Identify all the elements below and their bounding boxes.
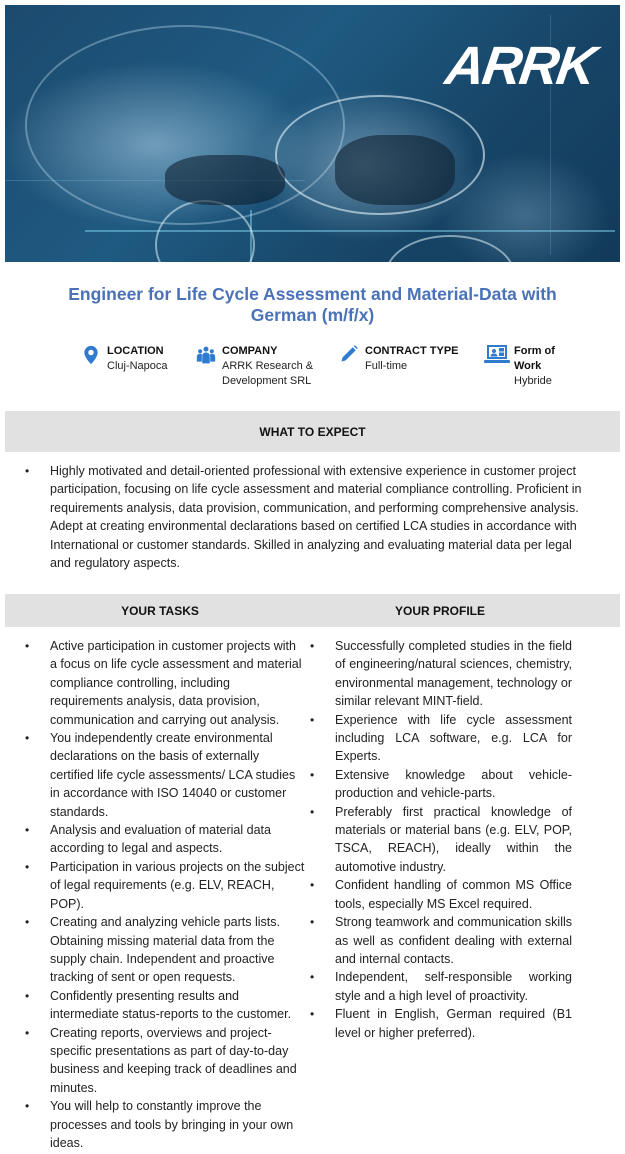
list-item	[0, 987, 310, 1024]
list-item-text: Successfully completed studies in the field of engineering/natural sciences, chemistry, environmental management, technology or similar relevant MINT-field.	[335, 639, 572, 709]
job-title: Engineer for Life Cycle Assessment and Material-Data with German (m/f/x)	[68, 284, 557, 325]
list-item	[0, 729, 310, 821]
list-item	[0, 1024, 310, 1098]
list-item-text: Fluent in English, German required (B1 level or higher preferred).	[335, 1007, 572, 1040]
section-header-what-to-expect	[5, 411, 620, 452]
bullet-icon: •	[25, 464, 30, 478]
list-item	[310, 711, 572, 766]
info-value: Hybride	[514, 375, 552, 387]
list-item-text: Analysis and evaluation of material data according to legal and aspects.	[50, 823, 271, 856]
bullet-icon: •	[310, 1007, 315, 1022]
pencil-icon	[339, 344, 359, 364]
bullet-icon: •	[310, 970, 315, 985]
list-item	[0, 858, 310, 913]
list-item	[0, 1097, 310, 1152]
section-header-tasks-profile	[5, 594, 620, 627]
list-item-text: Strong teamwork and communication skills as well as confident dealing with external and internal contacts.	[335, 915, 572, 966]
list-item	[0, 821, 310, 858]
section-heading: WHAT TO EXPECT	[259, 424, 366, 439]
list-item-text: Active participation in customer projects with a focus on life cycle assessment and material compliance controlling, including requirements analysis, data provision, communication and carrying out analysis.	[50, 639, 302, 727]
hero-banner-image	[5, 5, 620, 262]
info-contract-type	[339, 344, 459, 374]
list-item	[310, 876, 572, 913]
bullet-icon: •	[25, 859, 30, 874]
bullet-icon: •	[25, 639, 30, 653]
info-value: ARRK Research & Development SRL	[222, 360, 314, 387]
list-item	[310, 766, 572, 803]
list-item	[310, 1005, 572, 1042]
list-item-text: Creating and analyzing vehicle parts lists. Obtaining missing material data from the supply chain. Independent and proactive tracking of sent or open requests.	[50, 915, 280, 985]
list-item	[310, 637, 572, 711]
bullet-icon: •	[25, 823, 30, 838]
list-item	[310, 968, 572, 1005]
list-item-text: Creating reports, overviews and project-specific presentations as part of day-to-day business and keeping track of deadlines and minutes.	[50, 1025, 297, 1095]
info-value: Cluj-Napoca	[107, 360, 168, 372]
info-label: LOCATION	[107, 345, 164, 357]
info-label: Form of Work	[514, 345, 555, 372]
list-item-text: You will help to constantly improve the processes and tools by bringing in your own ideas.	[50, 1099, 294, 1150]
bullet-icon: •	[310, 767, 315, 782]
list-item-text: Extensive knowledge about vehicle-production and vehicle-parts.	[335, 767, 572, 801]
job-info-row	[0, 344, 625, 394]
bullet-icon: •	[310, 915, 315, 930]
bullet-icon: •	[25, 731, 30, 746]
list-item-text: Highly motivated and detail-oriented professional with extensive experience in customer project participation, focusing on life cycle assessment and material compliance controlling. Proficient in requirements analysis, data provision, communication, and performing comprehensive analysis. Adept at creating environmental declarations based on certified LCA studies in accordance with International or customer standards. Skilled in analyzing and evaluating material data per legal and regulatory aspects.	[50, 464, 582, 571]
list-item-text: You independently create environmental declarations on the basis of externally certified life cycle assessments/ LCA studies in accordance with ISO 14040 or customer standards.	[50, 731, 296, 819]
section-heading-tasks: YOUR TASKS	[121, 603, 199, 618]
list-item-text: Independent, self-responsible working style and a high level of proactivity.	[335, 970, 572, 1003]
info-label: COMPANY	[222, 345, 278, 357]
tasks-list	[0, 637, 310, 1152]
what-to-expect-list	[0, 462, 625, 572]
car-interior-shadow	[335, 135, 455, 205]
car-wheel-shape	[385, 235, 515, 262]
list-item	[310, 913, 572, 968]
info-label: CONTRACT TYPE	[365, 345, 459, 357]
info-location	[81, 344, 168, 374]
list-item-text: Experience with life cycle assessment including LCA software, e.g. LCA for Experts.	[335, 712, 572, 764]
bullet-icon: •	[25, 1099, 30, 1114]
arrk-logo: ARRK	[441, 36, 599, 96]
list-item-text: Preferably first practical knowledge of materials or material bans (e.g. ELV, POP, TSCA, REACH), ideally within the automotive industry.	[335, 804, 572, 874]
section-heading-profile: YOUR PROFILE	[394, 603, 485, 618]
list-item-text: Participation in various projects on the subject of legal requirements (e.g. ELV, REACH, POP).	[50, 859, 305, 911]
people-icon	[196, 344, 216, 366]
list-item	[0, 913, 310, 987]
bullet-icon: •	[310, 804, 315, 819]
bullet-icon: •	[25, 915, 30, 930]
list-item	[310, 803, 572, 877]
profile-list	[310, 637, 572, 1042]
info-form-of-work	[484, 344, 564, 389]
list-item-text: Confident handling of common MS Office tools, especially MS Excel required.	[335, 878, 572, 911]
bullet-icon: •	[310, 712, 315, 727]
list-item	[0, 637, 310, 729]
bullet-icon: •	[25, 988, 30, 1003]
info-value: Full-time	[365, 360, 408, 372]
bullet-icon: •	[310, 878, 315, 893]
list-item-text: Confidently presenting results and intermediate status-reports to the customer.	[50, 988, 292, 1022]
bullet-icon: •	[25, 1025, 30, 1040]
bullet-icon: •	[310, 639, 315, 653]
car-interior-shadow	[165, 155, 285, 205]
laptop-video-icon	[484, 344, 510, 366]
list-item	[0, 462, 625, 572]
map-pin-icon	[81, 343, 101, 367]
info-company	[196, 344, 322, 389]
